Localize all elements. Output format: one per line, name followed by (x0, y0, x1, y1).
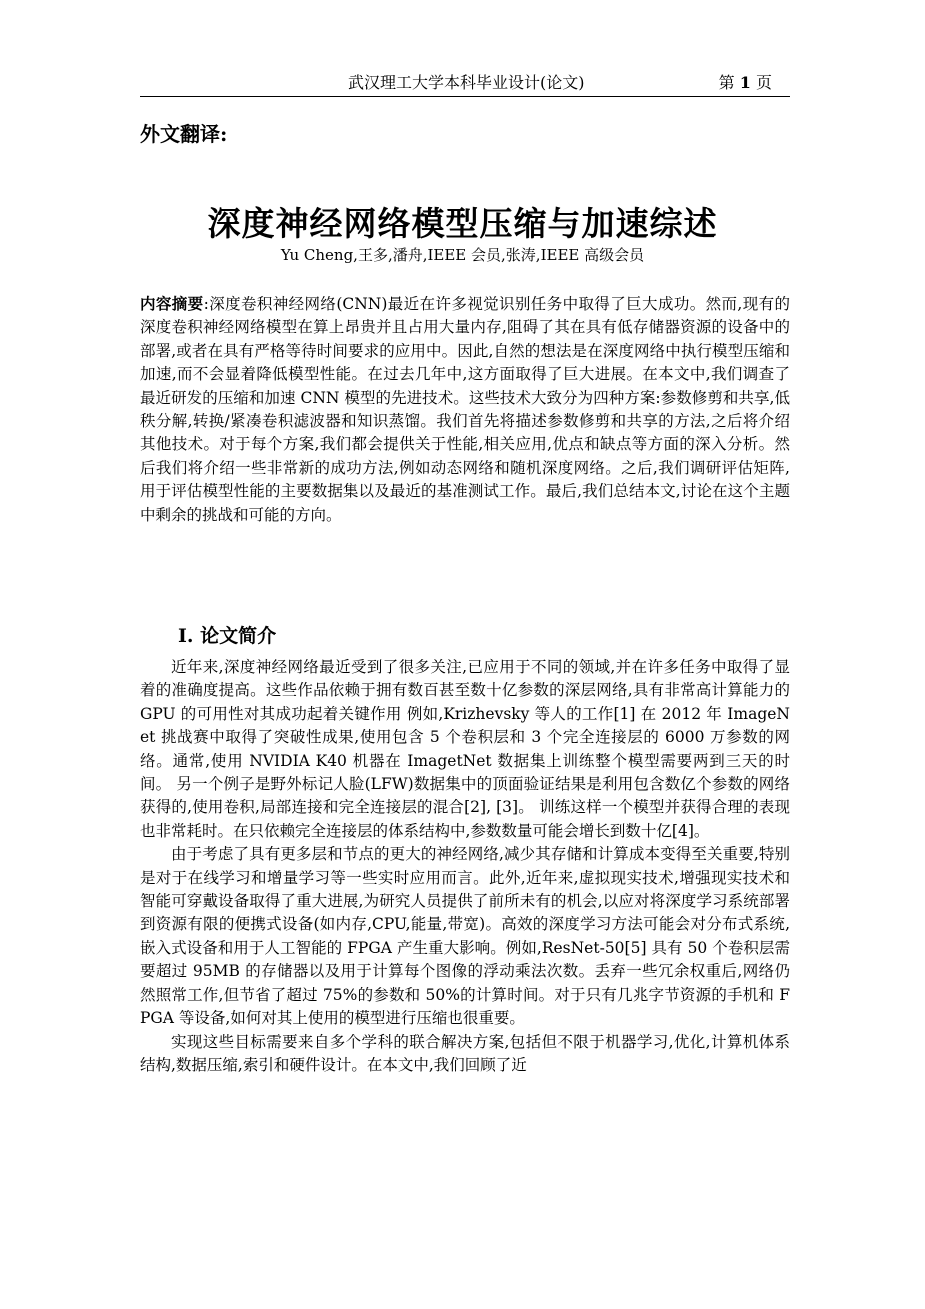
intro-paragraph-2: 由于考虑了具有更多层和节点的更大的神经网络,减少其存储和计算成本变得至关重要,特别是对于在线学习和增量学习等一些实时应用而言。此外,近年来,虚拟现实技术,增强现实技术和智能可穿戴设备取得了重大进展,为研究人员提供了前所未有的机会,以应对将深度学习系统部署到资源有限的便携式设备(如内存,CPU,能量,带宽)。高效的深度学习方法可能会对分布式系统,嵌入式设备和用于人工智能的 FPGA 产生重大影响。例如,ResNet-50[5] 具有 50 个卷积层需要超过 95MB 的存储器以及用于计算每个图像的浮动乘法次数。丢弃一些冗余权重后,网络仍然照常工作,但节省了超过 75%的参数和 50%的计算时间。对于只有几兆字节资源的手机和 FPGA 等设备,如何对其上使用的模型进行压缩也很重要。 (140, 845, 790, 1028)
header-title: 武汉理工大学本科毕业设计(论文) (348, 73, 585, 92)
paper-authors: Yu Cheng,王多,潘舟,IEEE 会员,张涛,IEEE 高级会员 (280, 246, 645, 264)
abstract-text: :深度卷积神经网络(CNN)最近在许多视觉识别任务中取得了巨大成功。然而,现有的深度卷积神经网络模型在算上昂贵并且占用大量内存,阻碍了其在具有低存储器资源的设备中的部署,或者在具有严格等待时间要求的应用中。因此,自然的想法是在深度网络中执行模型压缩和加速,而不会显着降低模型性能。在过去几年中,这方面取得了巨大进展。在本文中,我们调查了最近研发的压缩和加速 CNN 模型的先进技术。这些技术大致分为四种方案:参数修剪和共享,低秩分解,转换/紧凑卷积滤波器和知识蒸馏。我们首先将描述参数修剪和共享的方法,之后将介绍其他技术。对于每个方案,我们都会提供关于性能,相关应用,优点和缺点等方面的深入分析。然后我们将介绍一些非常新的成功方法,例如动态网络和随机深度网络。之后,我们调研评估矩阵,用于评估模型性能的主要数据集以及最近的基准测试工作。最后,我们总结本文,讨论在这个主题中剩余的挑战和可能的方向。 (140, 295, 790, 524)
intro-paragraph-1: 近年来,深度神经网络最近受到了很多关注,已应用于不同的领域,并在许多任务中取得了显着的准确度提高。这些作品依赖于拥有数百甚至数十亿参数的深层网络,具有非常高计算能力的 GPU 的可用性对其成功起着关键作用 例如,Krizhevsky 等人的工作[1] 在 2012 年 ImageNet 挑战赛中取得了突破性成果,使用包含 5 个卷积层和 3 个完全连接层的 6000 万参数的网络。通常,使用 NVIDIA K40 机器在 ImagetNet 数据集上训练整个模型需要两到三天的时间。 另一个例子是野外标记人脸(LFW)数据集中的顶面验证结果是利用包含数亿个参数的网络获得的,使用卷积,局部连接和完全连接层的混合[2], [3]。 训练这样一个模型并获得合理的表现也非常耗时。在只依赖完全连接层的体系结构中,参数数量可能会增长到数十亿[4]。 (140, 658, 790, 840)
paper-title: 深度神经网络模型压缩与加速综述 (207, 204, 718, 243)
section-tag: 外文翻译: (140, 122, 228, 146)
abstract-label: 内容摘要 (140, 294, 204, 313)
page-number-label: 第 1 页 (718, 73, 772, 92)
abstract (140, 292, 790, 527)
introduction-body (140, 656, 790, 1077)
section-heading-introduction: I. 论文简介 (178, 625, 277, 647)
intro-paragraph-3: 实现这些目标需要来自多个学科的联合解决方案,包括但不限于机器学习,优化,计算机体系结构,数据压缩,索引和硬件设计。在本文中,我们回顾了近 (140, 1032, 790, 1074)
running-header (140, 68, 790, 97)
page-number: 1 (739, 73, 751, 92)
